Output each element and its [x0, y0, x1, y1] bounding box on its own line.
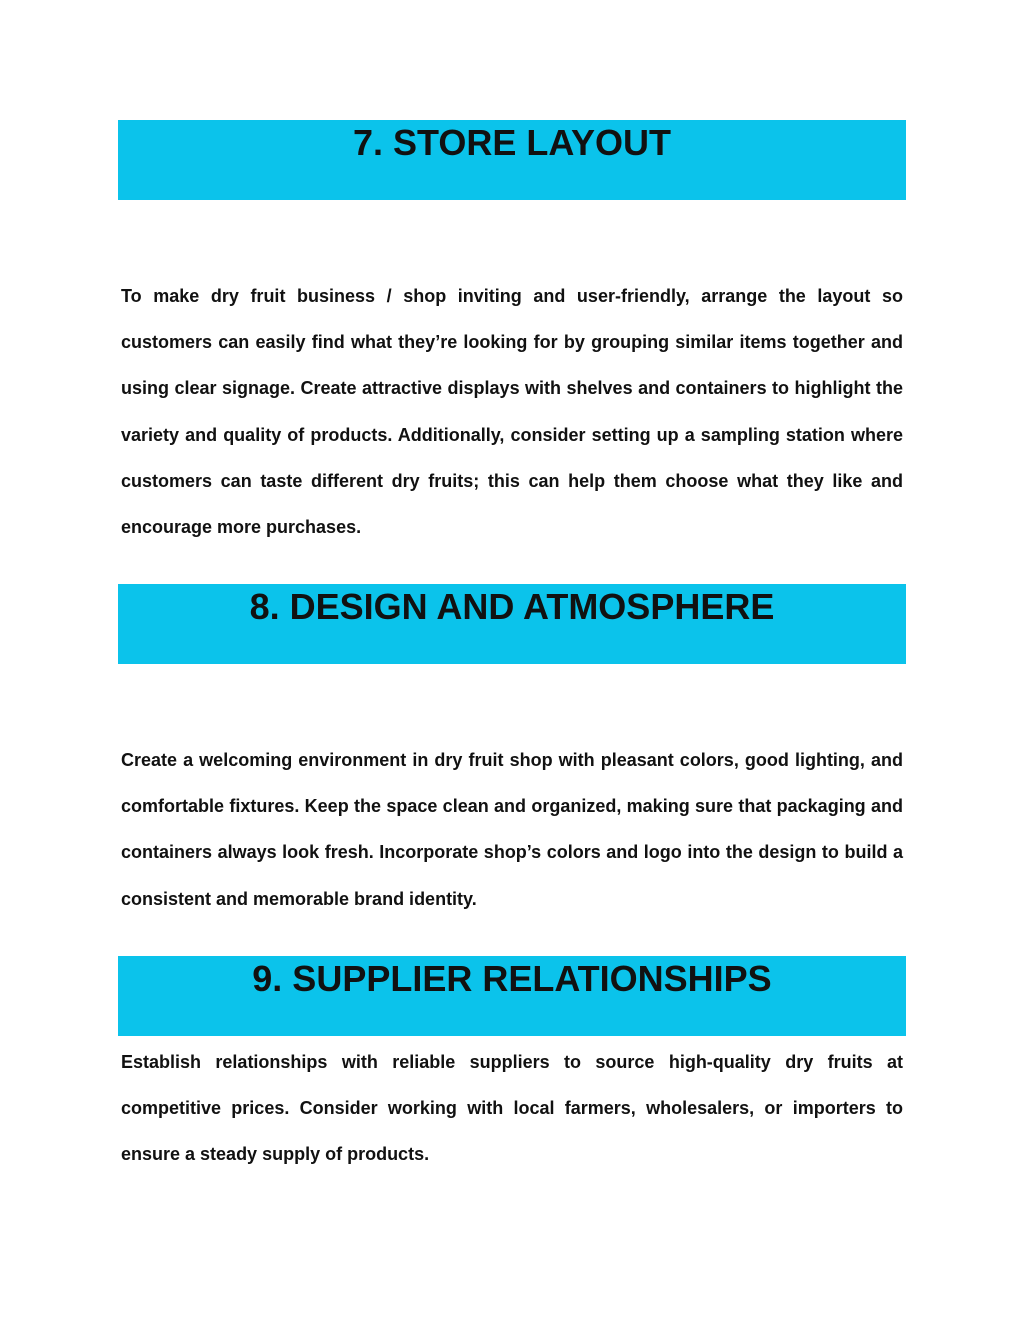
- section-9-heading: 9. SUPPLIER RELATIONSHIPS: [252, 958, 772, 999]
- section-8-banner: [118, 584, 906, 664]
- section-8-heading: 8. DESIGN AND ATMOSPHERE: [249, 586, 775, 627]
- section-7-paragraph: To make dry fruit business / shop inviting and user-friendly, arrange the layout so customers can easily find what they’re looking for by grouping similar items together and using clear signage. Create attractive displays with shelves and containers to highlight the variety and quality of products. Additionally, consider setting up a sampling station where customers can taste different dry fruits; this can help them choose what they like and encourage more purchases.: [121, 286, 903, 538]
- section-9-paragraph: Establish relationships with reliable suppliers to source high-quality dry fruits at competitive prices. Consider working with local farmers, wholesalers, or importers to ensure a steady supply of products.: [121, 1052, 903, 1165]
- section-7-heading: 7. STORE LAYOUT: [352, 122, 672, 163]
- section-7-banner: [118, 120, 906, 200]
- section-9-banner: [118, 956, 906, 1036]
- section-8-paragraph: Create a welcoming environment in dry fruit shop with pleasant colors, good lighting, and comfortable fixtures. Keep the space clean and organized, making sure that packaging and containers always look fresh. Incorporate shop’s colors and logo into the design to build a consistent and memorable brand identity.: [121, 750, 903, 909]
